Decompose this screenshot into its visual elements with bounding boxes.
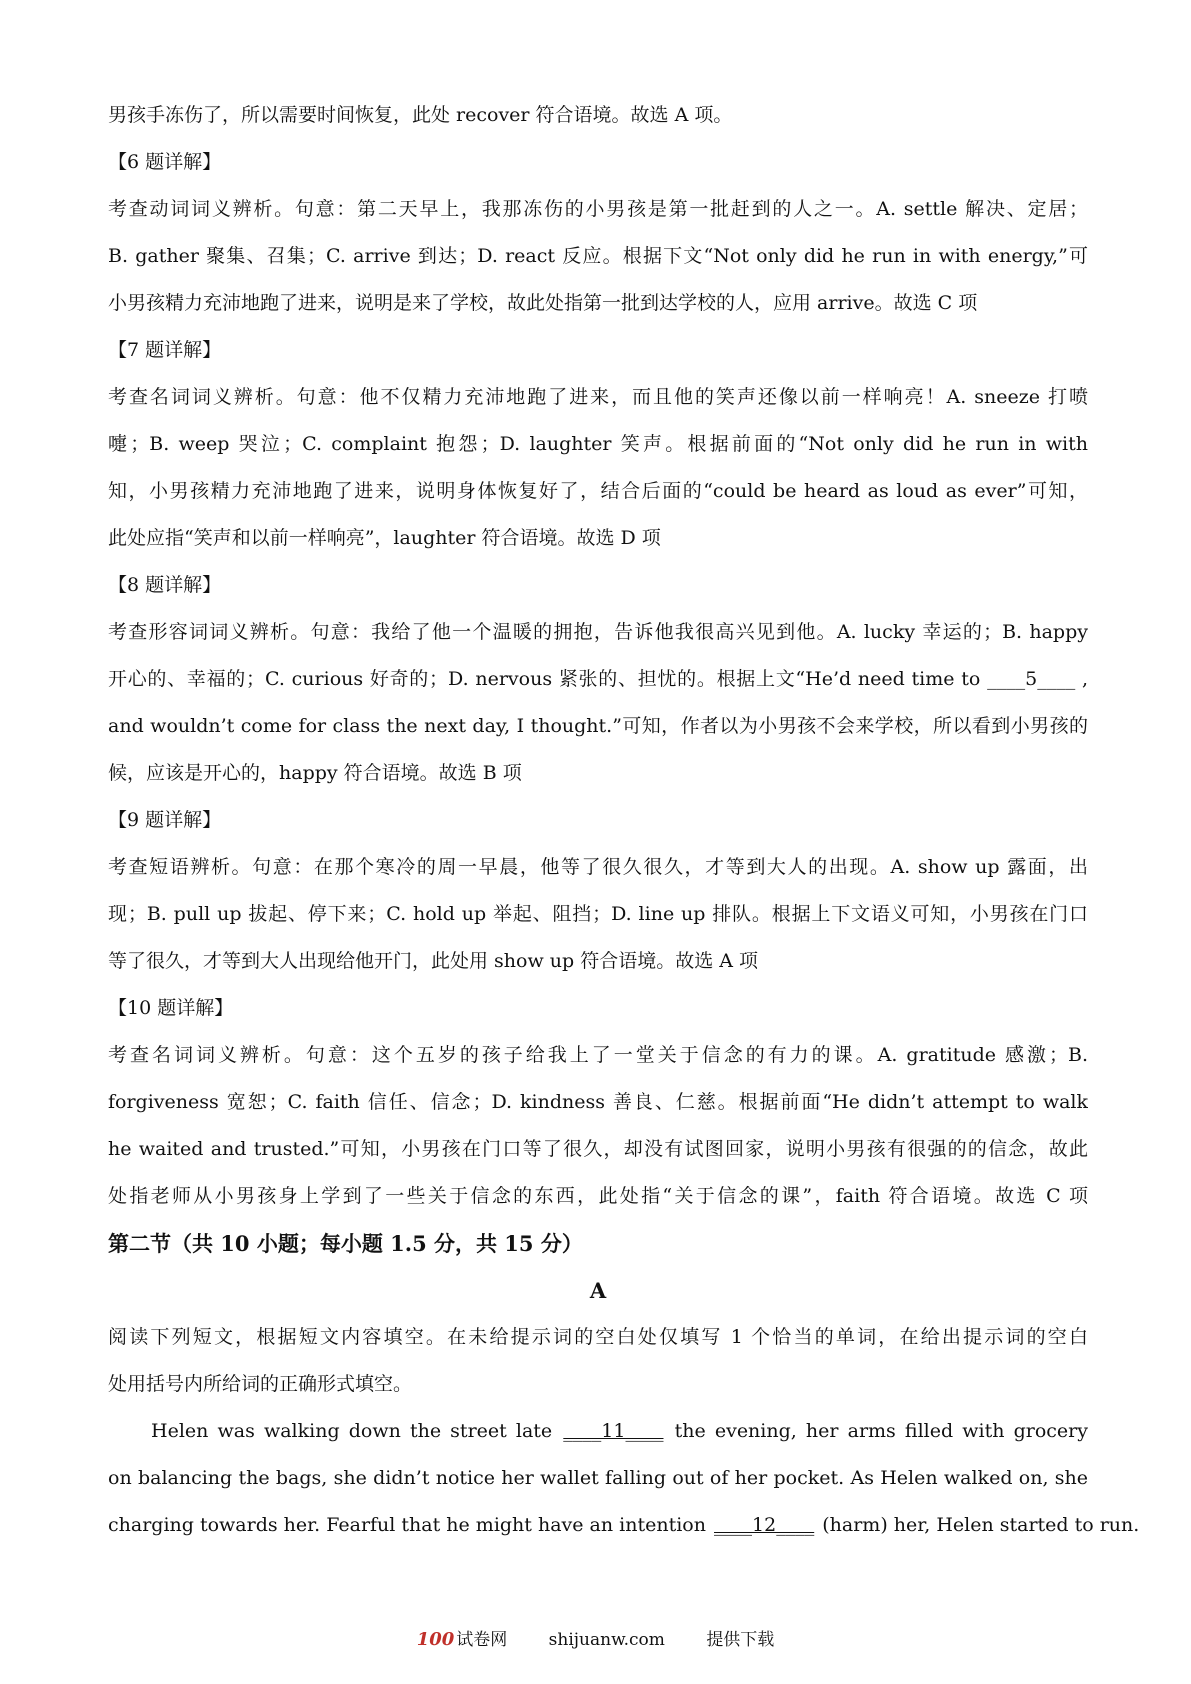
part-label: A (589, 1278, 607, 1303)
text-line: 考查名词词义辨析。句意：这个五岁的孩子给我上了一堂关于信念的有力的课。A. gratitude 感激；B. (108, 1044, 1088, 1066)
text-line: 此处应指“笑声和以前一样响亮”，laughter 符合语境。故选 D 项 (108, 527, 661, 549)
instruction-line: 处用括号内所给词的正确形式填空。 (108, 1373, 413, 1395)
page-footer (0, 1628, 1191, 1652)
text-line: 考查名词词义辨析。句意：他不仅精力充沛地跑了进来，而且他的笑声还像以前一样响亮！A. sneeze 打喷 (108, 386, 1088, 408)
text-line: 等了很久，才等到大人出现给他开门，此处用 show up 符合语境。故选 A 项 (108, 950, 759, 972)
text-line: 男孩手冻伤了，所以需要时间恢复，此处 recover 符合语境。故选 A 项。 (108, 104, 733, 126)
passage-line (108, 1502, 1140, 1549)
passage-text: charging towards her. Fearful that he might have an intention (108, 1514, 713, 1536)
blank-11: ____11____ (563, 1420, 664, 1442)
text-line: 考查短语辨析。句意：在那个寒冷的周一早晨，他等了很久很久，才等到大人的出现。A. show up 露面，出 (108, 856, 1088, 878)
text-line: forgiveness 宽恕；C. faith 信任、信念；D. kindness 善良、仁慈。根据前面“He didn’t attempt to walk (108, 1091, 1088, 1113)
text-line: 嚏；B. weep 哭泣；C. complaint 抱怨；D. laughter 笑声。根据前面的“Not only did he run in with (108, 433, 1088, 455)
text-line: 考查形容词词义辨析。句意：我给了他一个温暖的拥抱，告诉他我很高兴见到他。A. lucky 幸运的；B. happy (108, 621, 1088, 643)
site-logo-icon: 100 (416, 1629, 455, 1650)
question-heading: 【8 题详解】 (108, 574, 222, 596)
text-line: 现；B. pull up 拔起、停下来；C. hold up 举起、阻挡；D. line up 排队。根据上下文语义可知，小男孩在门口 (108, 903, 1088, 925)
passage-text: Helen was walking down the street late (151, 1420, 562, 1442)
text-line: and wouldn’t come for class the next day, I thought.”可知，作者以为小男孩不会来学校，所以看到小男孩的 (108, 715, 1088, 737)
text-line: 小男孩精力充沛地跑了进来，说明是来了学校，故此处指第一批到达学校的人，应用 arrive。故选 C 项 (108, 292, 978, 314)
passage-text: (harm) her, Helen started to run. (816, 1514, 1140, 1536)
blank-12: ____12____ (714, 1514, 815, 1536)
passage-text: the evening, her arms filled with grocery (674, 1420, 1088, 1442)
passage-line (108, 1408, 1088, 1455)
document-page (108, 92, 1140, 1549)
question-heading: 【7 题详解】 (108, 339, 222, 361)
text-line: 知，小男孩精力充沛地跑了进来，说明身体恢复好了，结合后面的“could be heard as loud as ever”可知， (108, 480, 1088, 502)
text-line: 处指老师从小男孩身上学到了一些关于信念的东西，此处指“关于信念的课”，faith 符合语境。故选 C 项 (108, 1185, 1088, 1207)
question-heading: 【6 题详解】 (108, 151, 222, 173)
question-heading: 【9 题详解】 (108, 809, 222, 831)
text-line: 考查动词词义辨析。句意：第二天早上，我那冻伤的小男孩是第一批赶到的人之一。A. settle 解决、定居； (108, 198, 1088, 220)
instruction-line: 阅读下列短文，根据短文内容填空。在未给提示词的空白处仅填写 1 个恰当的单词，在给出提示词的空白 (108, 1326, 1088, 1348)
site-name: 试卷网 (456, 1630, 508, 1650)
question-heading: 【10 题详解】 (108, 997, 234, 1019)
text-line: B. gather 聚集、召集；C. arrive 到达；D. react 反应。根据下文“Not only did he run in with energy,”可 (108, 245, 1088, 267)
passage-line: on balancing the bags, she didn’t notice her wallet falling out of her pocket. As Helen walked on, she (108, 1467, 1088, 1489)
download-note: 提供下载 (706, 1630, 775, 1650)
site-domain: shijuanw.com (548, 1630, 665, 1650)
text-line: he waited and trusted.”可知，小男孩在门口等了很久，却没有试图回家，说明小男孩有很强的的信念，故此 (108, 1138, 1088, 1160)
text-line: 候，应该是开心的，happy 符合语境。故选 B 项 (108, 762, 522, 784)
section-title: 第二节（共 10 小题；每小题 1.5 分，共 15 分） (108, 1231, 583, 1256)
text-line: 开心的、幸福的；C. curious 好奇的；D. nervous 紧张的、担忧的。根据上文“He’d need time to ____5____ , (108, 668, 1088, 690)
